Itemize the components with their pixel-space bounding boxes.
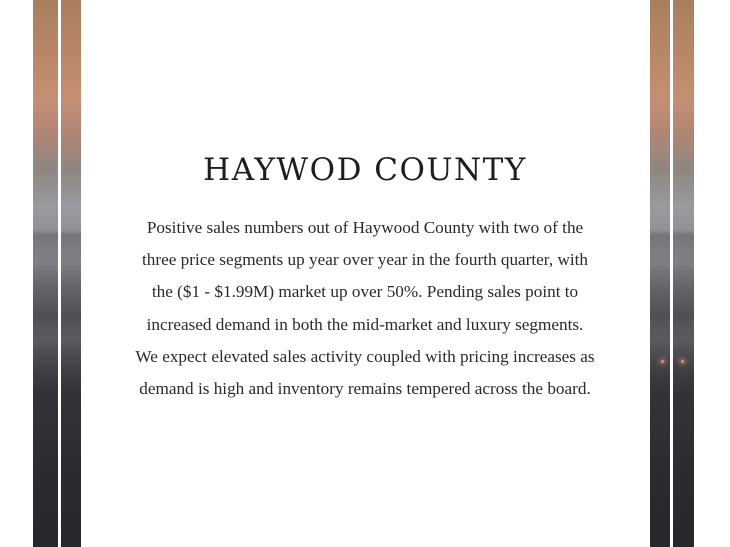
paragraph-line: three price segments up year over year in the fourth quarter, with xyxy=(141,250,588,270)
distant-light xyxy=(681,360,684,363)
landscape-strip-left-outer xyxy=(33,0,58,547)
landscape-strip-right-outer xyxy=(673,0,694,547)
paragraph-line: increased demand in both the mid-market and luxury segments. xyxy=(146,314,584,334)
landscape-strip-left-inner xyxy=(61,0,81,547)
summary-paragraph xyxy=(110,212,620,405)
paragraph-line: the ($1 - $1.99M) market up over 50%. Pending sales point to xyxy=(151,282,579,302)
page-title: HAYWOD COUNTY xyxy=(203,152,527,188)
paragraph-line: We expect elevated sales activity coupled with pricing increases as xyxy=(135,346,595,366)
distant-light xyxy=(661,360,664,363)
landscape-strip-right-inner xyxy=(650,0,670,547)
paragraph-line: demand is high and inventory remains tempered across the board. xyxy=(139,379,591,399)
content-block xyxy=(110,150,620,405)
paragraph-line: Positive sales numbers out of Haywood County with two of the xyxy=(146,218,584,237)
